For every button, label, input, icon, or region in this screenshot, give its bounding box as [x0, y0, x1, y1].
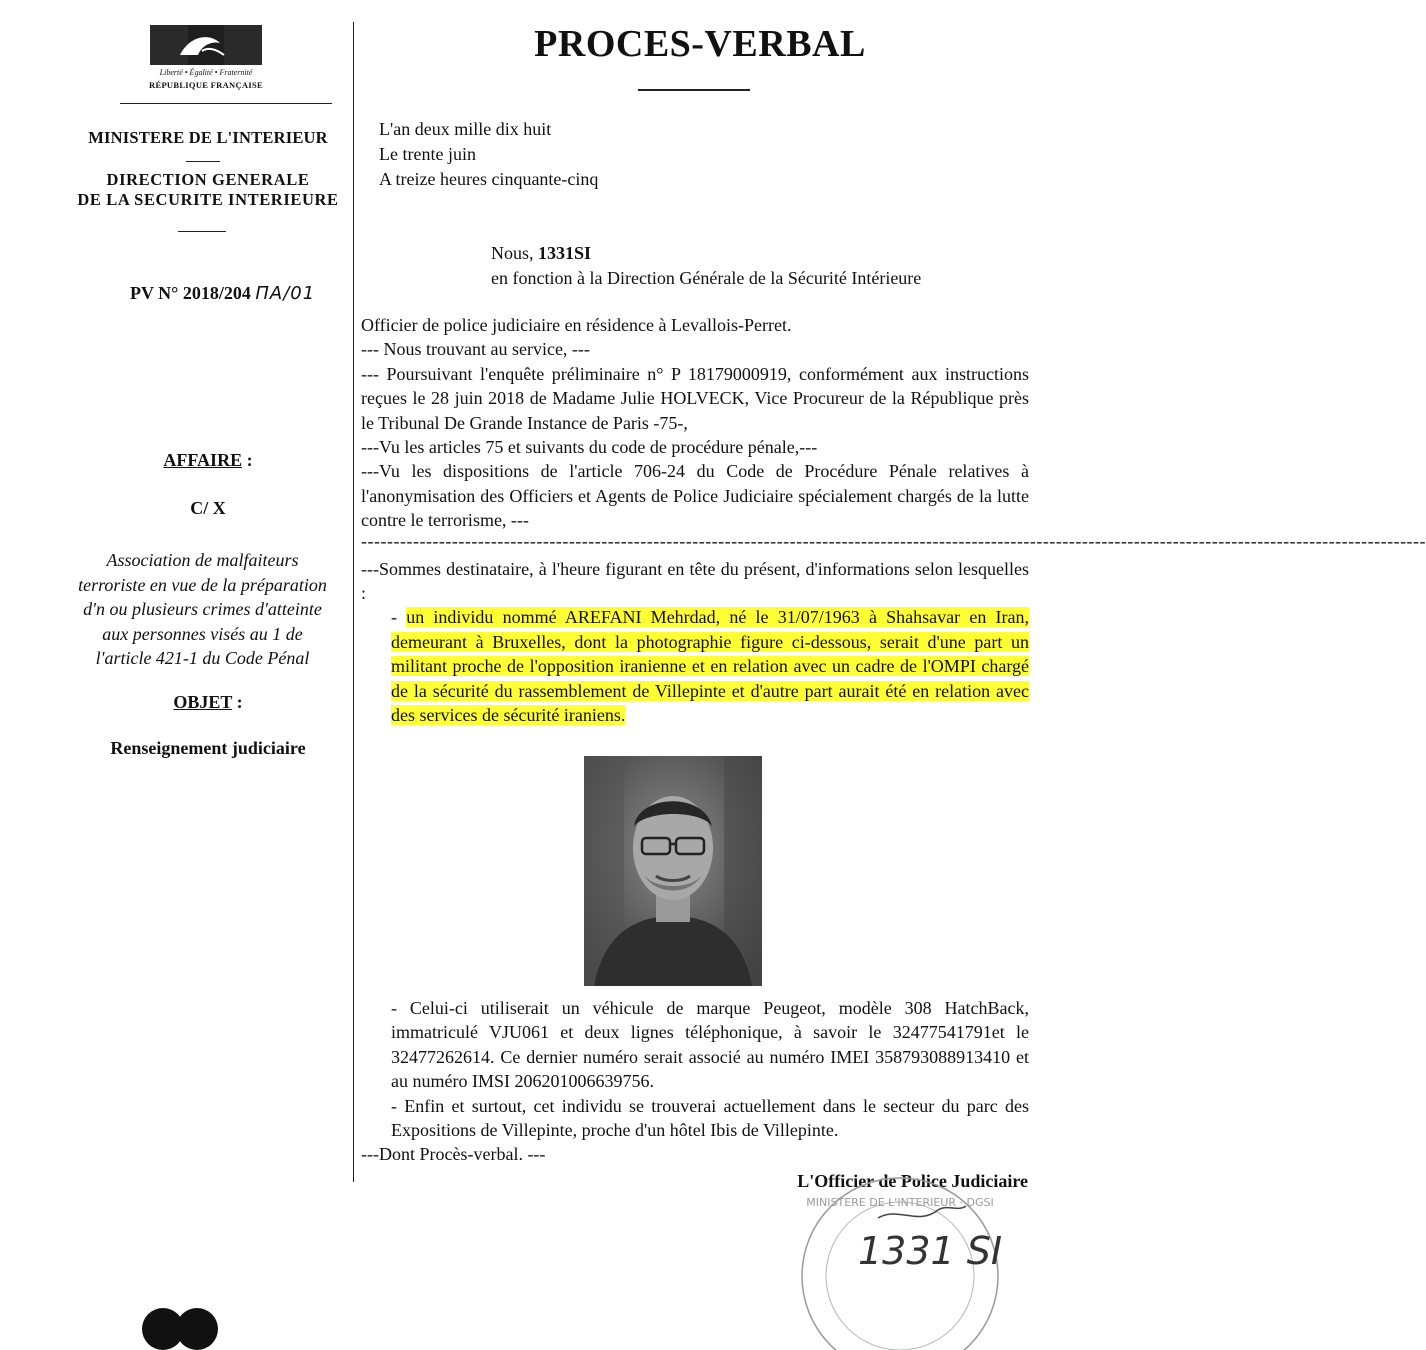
- body-paragraph: ---Sommes destinataire, à l'heure figurant en tête du présent, d'informations selon lesquelles :: [361, 558, 1029, 604]
- bullet-item: - Celui-ci utiliserait un véhicule de marque Peugeot, modèle 308 HatchBack, immatriculé VJU061 et deux lignes téléphonique, à savoir le 32477541791et le 32477262614. Ce dernier numéro serait associé au numéro IMEI 358793088913410 et au numéro IMSI 206201006639756.: [391, 998, 1029, 1092]
- affaire-cx: C/ X: [190, 498, 226, 518]
- pv-number: [130, 283, 370, 304]
- suspect-photo: [584, 756, 762, 986]
- date-time: A treize heures cinquante-cinq: [379, 169, 599, 189]
- handwritten-id: 1331 SI: [858, 1229, 1003, 1273]
- dash-separator: --------------------------------------------------------------------------------------------------------------------------------------------------------------------: [361, 530, 1426, 551]
- highlighted-text: un individu nommé AREFANI Mehrdad, né le 31/07/1963 à Shahsavar en Iran, demeurant à Bruxelles, dont la photographie figure ci-dessous, serait d'une part un militant proche de l'opposition iranienne et en relation avec un cadre de l'OMPI chargé de la sécurité du rassemblement de Villepinte et d'autre part aurait été en relation avec des services de sécurité iraniens.: [391, 607, 1029, 726]
- officer-id: 1331SI: [538, 243, 592, 263]
- affaire-heading: [58, 450, 358, 471]
- scan-hole-dot: [176, 1308, 218, 1350]
- bullet-item: - Enfin et surtout, cet individu se trouverai actuellement dans le secteur du parc des Expositions de Villepinte, proche d'un hôtel Ibis de Villepinte.: [391, 1095, 1029, 1141]
- signature-title: L'Officier de Police Judiciaire: [797, 1171, 1028, 1191]
- assoc-line: Association de malfaiteurs: [106, 550, 299, 570]
- closing-line: ---Dont Procès-verbal. ---: [361, 1144, 546, 1165]
- direction-line1: DIRECTION GENERALE: [106, 170, 310, 189]
- assoc-line: d'n ou plusieurs crimes d'atteinte: [83, 599, 322, 619]
- pv-handwritten: ПА/01: [255, 283, 316, 304]
- pv-label: PV N° 2018/204: [130, 283, 251, 303]
- logo-tagline: Liberté • Égalité • Fraternité: [159, 68, 253, 77]
- officer-block: [491, 241, 921, 291]
- nous-prefix: Nous,: [491, 243, 539, 263]
- body-paragraph: ---Vu les articles 75 et suivants du code de procédure pénale,---: [361, 437, 818, 458]
- affaire-description: [50, 548, 355, 671]
- objet-label: OBJET: [173, 692, 233, 712]
- divider: [186, 161, 220, 162]
- ministry-name: MINISTERE DE L'INTERIEUR: [88, 128, 328, 147]
- affaire-colon: :: [242, 450, 253, 470]
- assoc-line: terroriste en vue de la préparation: [78, 574, 327, 595]
- direction-line2: DE LA SECURITE INTERIEURE: [77, 190, 339, 209]
- objet-colon: :: [232, 692, 243, 712]
- marianne-logo-icon: [150, 25, 262, 65]
- affaire-label: AFFAIRE: [163, 450, 243, 470]
- republique-logo: [150, 25, 262, 65]
- official-stamp: [788, 1176, 1008, 1336]
- pv-body: [361, 313, 1426, 728]
- direction-name: [58, 170, 358, 210]
- assoc-line: aux personnes visés au 1 de: [102, 623, 303, 644]
- date-year: L'an deux mille dix huit: [379, 119, 552, 139]
- logo-republic: RÉPUBLIQUE FRANÇAISE: [149, 80, 263, 90]
- officer-fonction: en fonction à la Direction Générale de la Sécurité Intérieure: [491, 268, 922, 288]
- assoc-line: l'article 421-1 du Code Pénal: [95, 648, 310, 668]
- date-block: [379, 117, 598, 192]
- date-day: Le trente juin: [379, 144, 476, 164]
- bullet-item: [361, 605, 1029, 727]
- person-photo-icon: [584, 756, 762, 986]
- title-underline: [638, 89, 750, 91]
- body-paragraph: --- Poursuivant l'enquête préliminaire n° P 18179000919, conformément aux instructions reçues le 28 juin 2018 de Madame Julie HOLVECK, Vice Procureur de la République près le Tribunal De Grande Instance de Paris -75-,: [361, 363, 1029, 433]
- pv-body-continued: [361, 996, 1029, 1167]
- page-title: PROCES-VERBAL: [534, 23, 866, 65]
- body-paragraph: Officier de police judiciaire en résidence à Levallois-Perret.: [361, 315, 792, 335]
- body-paragraph: --- Nous trouvant au service, ---: [361, 339, 590, 360]
- body-paragraph: ---Vu les dispositions de l'article 706-24 du Code de Procédure Pénale relatives à l'anonymisation des Officiers et Agents de Police Judiciaire spécialement chargés de la lutte contre le terrorisme, ---: [361, 461, 1029, 531]
- objet-value: Renseignement judiciaire: [110, 738, 306, 758]
- objet-heading: [58, 692, 358, 713]
- bullet-dash: -: [391, 607, 407, 628]
- divider: [120, 103, 332, 104]
- stamp-seal-icon: [788, 1176, 1008, 1336]
- stamp-text: MINISTERE DE L'INTERIEUR · DGSI: [806, 1196, 994, 1209]
- divider: [178, 231, 226, 232]
